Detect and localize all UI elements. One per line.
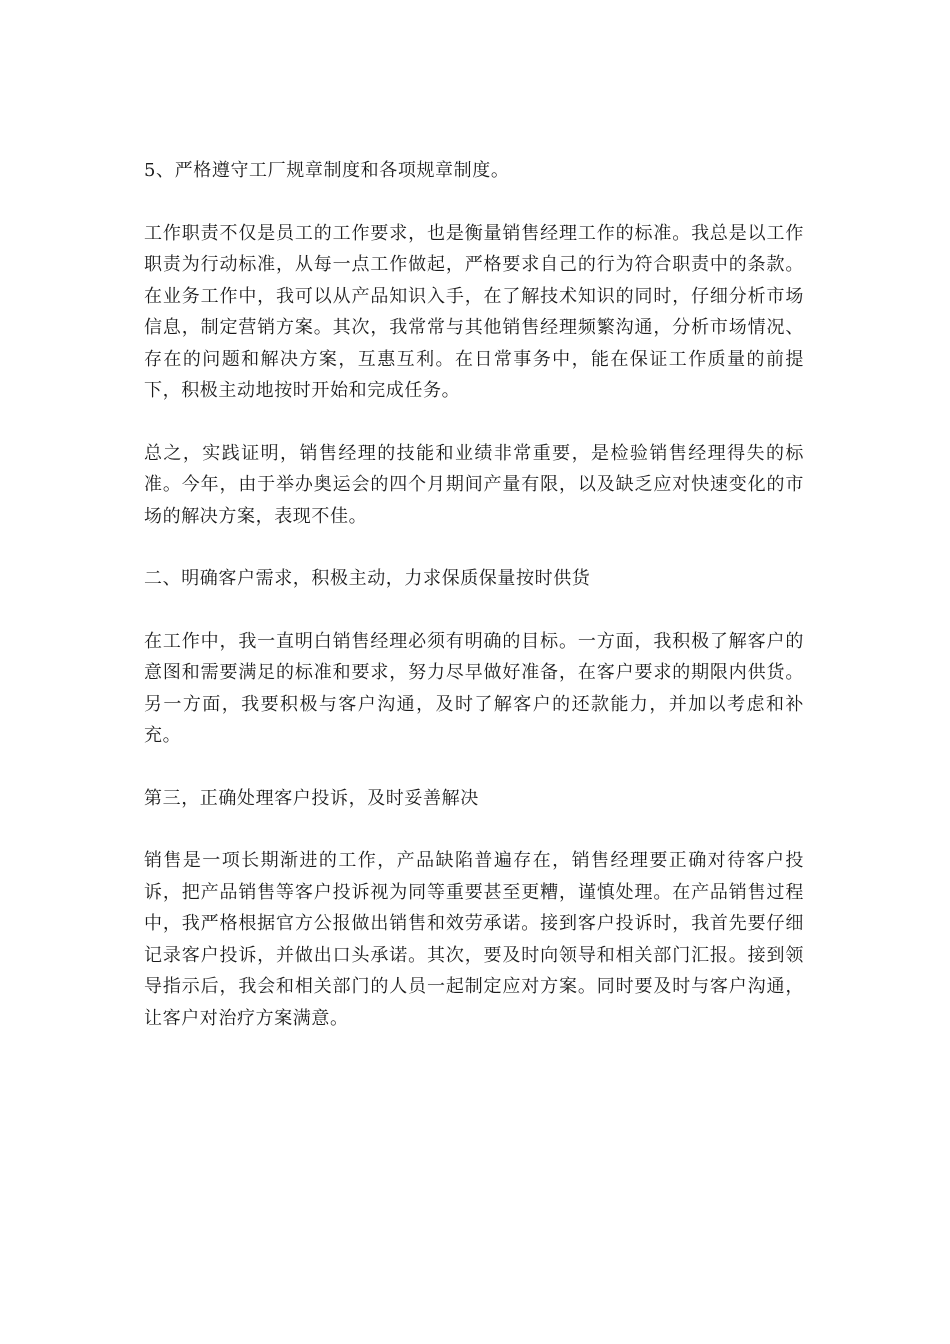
section-heading-complaints: 第三，正确处理客户投诉，及时妥善解决 (144, 787, 479, 809)
section-heading-customer-needs: 二、明确客户需求，积极主动，力求保质保量按时供货 (144, 568, 591, 589)
list-item-rule-5: 5、严格遵守工厂规章制度和各项规章制度。 (144, 160, 510, 181)
paragraph-complaints: 销售是一项长期渐进的工作，产品缺陷普遍存在，销售经理要正确对待客户投诉，把产品销售等客户投诉视为同等重要甚至更糟，谨慎处理。在产品销售过程中，我严格根据官方公报做出销售和效劳承诺。接到客户投诉时，我首先要仔细记录客户投诉，并做出口头承诺。其次，要及时向领导和相关部门汇报。接到领导指示后，我会和相关部门的人员一起制定应对方案。同时要及时与客户沟通，让客户对治疗方案满意。 (144, 850, 804, 1029)
paragraph-job-duties: 工作职责不仅是员工的工作要求，也是衡量销售经理工作的标准。我总是以工作职责为行动标准，从每一点工作做起，严格要求自己的行为符合职责中的条款。在业务工作中，我可以从产品知识入手，在了解技术知识的同时，仔细分析市场信息，制定营销方案。其次，我常常与其他销售经理频繁沟通，分析市场情况、存在的问题和解决方案，互惠互利。在日常事务中，能在保证工作质量的前提下，积极主动地按时开始和完成任务。 (144, 222, 804, 401)
paragraph-customer-needs: 在工作中，我一直明白销售经理必须有明确的目标。一方面，我积极了解客户的意图和需要满足的标准和要求，努力尽早做好准备，在客户要求的期限内供货。另一方面，我要积极与客户沟通，及时了解客户的还款能力，并加以考虑和补充。 (144, 630, 804, 746)
document-body (144, 155, 804, 1065)
paragraph-summary: 总之，实践证明，销售经理的技能和业绩非常重要，是检验销售经理得失的标准。今年，由于举办奥运会的四个月期间产量有限，以及缺乏应对快速变化的市场的解决方案，表现不佳。 (144, 442, 804, 527)
